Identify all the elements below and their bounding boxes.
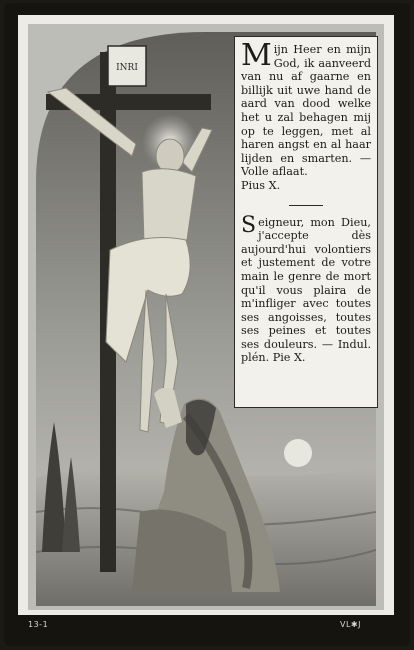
dutch-drop-cap: M [241,38,272,73]
dutch-prayer-text: ijn Heer en mijn God, ik aanveerd van nu af gaarne en billijk uit uwe hand de aard van dood welke het u zal behagen mij op te leggen, met al haren angst en al haar lijden en smarten. [241,43,371,165]
dutch-indulgence: — Volle aflaat. [241,151,372,179]
french-prayer-text: eigneur, mon Dieu, j'accepte dès aujourd'hui volontiers et justement de votre main le genre de mort qu'il vous plaira de m'infliger avec toutes ses angoisses, toutes ses peines et toutes ses douleurs. [241,215,371,351]
prayer-text-panel [234,36,378,408]
text-separator [289,205,323,206]
french-author: Pie X. [272,351,306,365]
inri-sign: INRI [116,63,138,73]
dutch-author: Pius X. [241,178,281,192]
french-indulgence: — Indul. plén. [241,337,371,365]
moon [284,439,312,467]
publisher-mark: VL✱J [340,620,361,629]
card-number: 13-1 [28,620,49,629]
french-drop-cap: S [241,212,257,238]
french-prayer [241,212,371,366]
dutch-prayer [241,38,372,193]
